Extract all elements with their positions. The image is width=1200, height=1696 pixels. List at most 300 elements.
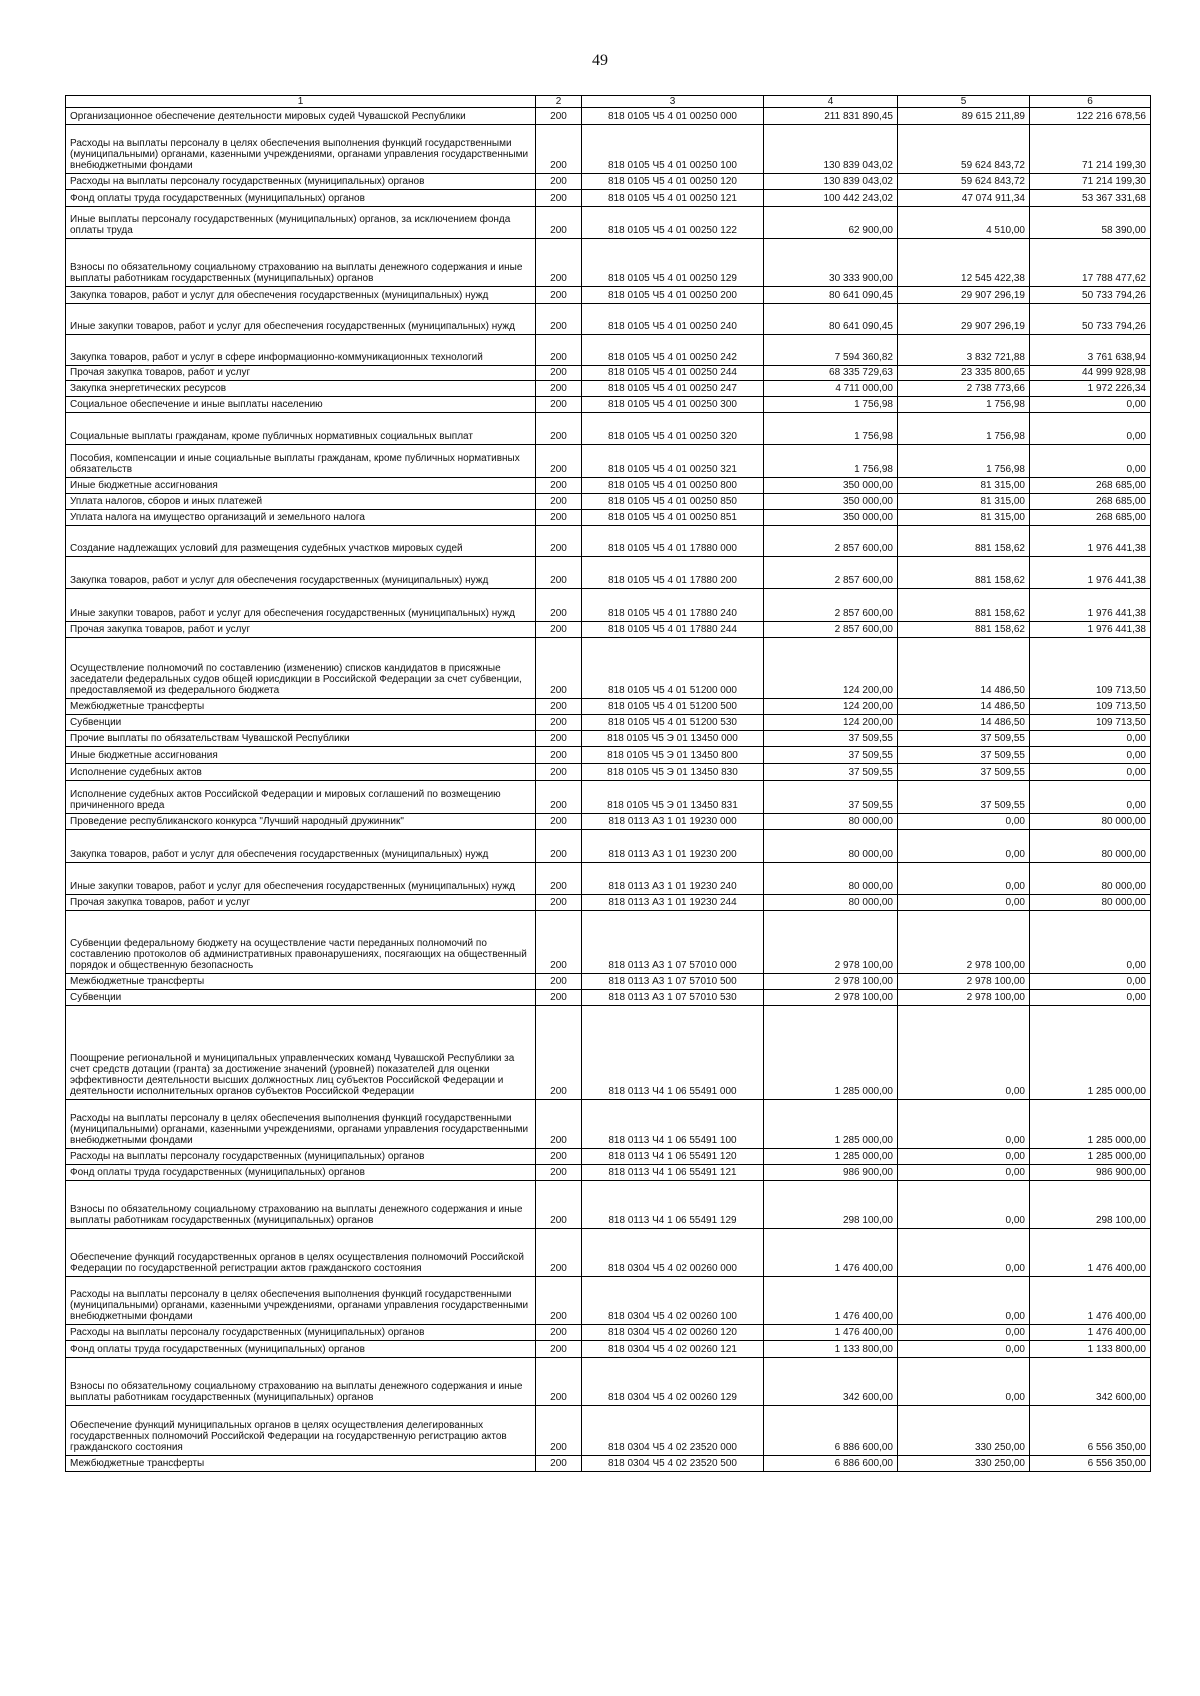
row-name: Субвенции (66, 990, 536, 1006)
table-row (66, 1341, 1151, 1358)
row-classification: 818 0113 А3 1 01 19230 000 (582, 814, 764, 830)
row-classification: 818 0304 Ч5 4 02 23520 500 (582, 1456, 764, 1472)
row-value-col5: 12 545 422,38 (898, 239, 1030, 287)
row-value-col5: 0,00 (898, 1165, 1030, 1181)
row-classification: 818 0105 Ч5 4 01 00250 320 (582, 413, 764, 445)
table-row (66, 239, 1151, 287)
table-row (66, 335, 1151, 366)
row-value-col5: 59 624 843,72 (898, 174, 1030, 190)
row-name: Социальные выплаты гражданам, кроме публичных нормативных социальных выплат (66, 413, 536, 445)
row-value-col4: 37 509,55 (764, 764, 898, 781)
row-name: Создание надлежащих условий для размещения судебных участков мировых судей (66, 526, 536, 557)
row-value-col6: 0,00 (1030, 911, 1151, 974)
row-name: Закупка товаров, работ и услуг в сфере информационно-коммуникационных технологий (66, 335, 536, 366)
row-classification: 818 0105 Ч5 4 01 51200 530 (582, 715, 764, 731)
row-code: 200 (536, 1358, 582, 1406)
row-value-col6: 1 476 400,00 (1030, 1277, 1151, 1325)
row-value-col6: 1 976 441,38 (1030, 589, 1151, 622)
row-classification: 818 0105 Ч5 4 01 00250 850 (582, 494, 764, 510)
row-name: Закупка энергетических ресурсов (66, 381, 536, 397)
table-row (66, 174, 1151, 190)
row-value-col4: 4 711 000,00 (764, 381, 898, 397)
row-classification: 818 0113 А3 1 07 57010 530 (582, 990, 764, 1006)
table-row (66, 589, 1151, 622)
row-value-col4: 1 133 800,00 (764, 1341, 898, 1358)
row-code: 200 (536, 287, 582, 304)
row-code: 200 (536, 445, 582, 478)
row-value-col4: 6 886 600,00 (764, 1406, 898, 1456)
row-value-col4: 2 978 100,00 (764, 990, 898, 1006)
row-value-col5: 881 158,62 (898, 557, 1030, 589)
row-value-col5: 14 486,50 (898, 715, 1030, 731)
row-value-col6: 109 713,50 (1030, 699, 1151, 715)
column-header: 4 (764, 96, 898, 108)
row-value-col4: 2 857 600,00 (764, 526, 898, 557)
table-row (66, 445, 1151, 478)
row-value-col6: 17 788 477,62 (1030, 239, 1151, 287)
table-row (66, 911, 1151, 974)
row-name: Организационное обеспечение деятельности мировых судей Чувашской Республики (66, 108, 536, 125)
table-row (66, 622, 1151, 638)
row-value-col5: 1 756,98 (898, 445, 1030, 478)
table-row (66, 1358, 1151, 1406)
row-value-col6: 0,00 (1030, 413, 1151, 445)
row-value-col6: 71 214 199,30 (1030, 174, 1151, 190)
row-value-col4: 80 000,00 (764, 895, 898, 911)
row-code: 200 (536, 494, 582, 510)
row-name: Иные закупки товаров, работ и услуг для обеспечения государственных (муниципальных) нужд (66, 863, 536, 895)
row-name: Прочие выплаты по обязательствам Чувашской Республики (66, 731, 536, 747)
table-row (66, 366, 1151, 381)
table-row (66, 108, 1151, 125)
row-classification: 818 0105 Ч5 4 01 00250 244 (582, 366, 764, 381)
row-value-col5: 1 756,98 (898, 397, 1030, 413)
row-value-col6: 1 133 800,00 (1030, 1341, 1151, 1358)
row-value-col6: 0,00 (1030, 990, 1151, 1006)
table-row (66, 1100, 1151, 1149)
table-row (66, 974, 1151, 990)
column-header: 2 (536, 96, 582, 108)
row-value-col6: 80 000,00 (1030, 895, 1151, 911)
row-classification: 818 0113 Ч4 1 06 55491 129 (582, 1181, 764, 1229)
row-name: Межбюджетные трансферты (66, 974, 536, 990)
row-classification: 818 0113 Ч4 1 06 55491 121 (582, 1165, 764, 1181)
row-code: 200 (536, 381, 582, 397)
row-name: Поощрение региональной и муниципальных управленческих команд Чувашской Республики за счет средств дотации (гранта) за достижение значений (уровней) показателей для оценки эффективности деятельности высших должностных лиц субъектов Российской Федерации и деятельности исполнительных органов субъектов Российской Федерации (66, 1006, 536, 1100)
table-body (66, 108, 1151, 1472)
row-value-col5: 0,00 (898, 830, 1030, 863)
row-value-col6: 122 216 678,56 (1030, 108, 1151, 125)
row-value-col5: 0,00 (898, 1149, 1030, 1165)
row-code: 200 (536, 557, 582, 589)
row-value-col6: 58 390,00 (1030, 207, 1151, 239)
row-name: Иные закупки товаров, работ и услуг для обеспечения государственных (муниципальных) нужд (66, 304, 536, 335)
row-classification: 818 0105 Ч5 4 01 51200 500 (582, 699, 764, 715)
row-value-col5: 881 158,62 (898, 589, 1030, 622)
row-value-col5: 0,00 (898, 1325, 1030, 1341)
row-value-col4: 2 978 100,00 (764, 974, 898, 990)
table-row (66, 207, 1151, 239)
page-number: 49 (592, 52, 608, 69)
table-row (66, 1325, 1151, 1341)
row-value-col6: 1 476 400,00 (1030, 1229, 1151, 1277)
budget-table (65, 95, 1151, 1472)
row-value-col6: 298 100,00 (1030, 1181, 1151, 1229)
row-name: Межбюджетные трансферты (66, 699, 536, 715)
row-code: 200 (536, 699, 582, 715)
row-value-col4: 100 442 243,02 (764, 190, 898, 207)
table-row (66, 764, 1151, 781)
row-value-col4: 2 857 600,00 (764, 622, 898, 638)
row-value-col5: 37 509,55 (898, 747, 1030, 764)
row-value-col5: 0,00 (898, 1341, 1030, 1358)
row-classification: 818 0105 Ч5 Э 01 13450 830 (582, 764, 764, 781)
row-code: 200 (536, 622, 582, 638)
row-classification: 818 0105 Ч5 4 01 00250 121 (582, 190, 764, 207)
row-name: Уплата налогов, сборов и иных платежей (66, 494, 536, 510)
row-name: Субвенции (66, 715, 536, 731)
row-value-col6: 1 976 441,38 (1030, 526, 1151, 557)
table-row (66, 381, 1151, 397)
row-name: Расходы на выплаты персоналу в целях обеспечения выполнения функций государственными (муниципальными) органами, казенными учреждениями, органами управления государственными внебюджетными фондами (66, 125, 536, 174)
row-code: 200 (536, 990, 582, 1006)
table-row (66, 1149, 1151, 1165)
row-value-col5: 14 486,50 (898, 638, 1030, 699)
row-value-col4: 986 900,00 (764, 1165, 898, 1181)
row-classification: 818 0105 Ч5 4 01 00250 100 (582, 125, 764, 174)
row-value-col6: 1 285 000,00 (1030, 1006, 1151, 1100)
row-name: Расходы на выплаты персоналу государственных (муниципальных) органов (66, 1325, 536, 1341)
row-value-col4: 2 857 600,00 (764, 589, 898, 622)
table-row (66, 287, 1151, 304)
row-value-col4: 1 756,98 (764, 413, 898, 445)
row-value-col5: 0,00 (898, 1100, 1030, 1149)
row-value-col4: 124 200,00 (764, 699, 898, 715)
row-value-col5: 330 250,00 (898, 1406, 1030, 1456)
row-classification: 818 0105 Ч5 Э 01 13450 800 (582, 747, 764, 764)
row-classification: 818 0105 Ч5 4 01 00250 240 (582, 304, 764, 335)
row-code: 200 (536, 1100, 582, 1149)
row-value-col6: 342 600,00 (1030, 1358, 1151, 1406)
row-value-col4: 2 857 600,00 (764, 557, 898, 589)
row-value-col5: 881 158,62 (898, 622, 1030, 638)
table-row (66, 526, 1151, 557)
table-row (66, 557, 1151, 589)
row-classification: 818 0105 Ч5 4 01 00250 120 (582, 174, 764, 190)
row-value-col6: 80 000,00 (1030, 863, 1151, 895)
row-value-col4: 1 476 400,00 (764, 1229, 898, 1277)
row-code: 200 (536, 335, 582, 366)
row-value-col4: 350 000,00 (764, 478, 898, 494)
row-value-col6: 0,00 (1030, 781, 1151, 814)
row-code: 200 (536, 190, 582, 207)
row-value-col6: 0,00 (1030, 764, 1151, 781)
row-value-col4: 37 509,55 (764, 731, 898, 747)
row-code: 200 (536, 1006, 582, 1100)
row-name: Межбюджетные трансферты (66, 1456, 536, 1472)
row-code: 200 (536, 478, 582, 494)
row-name: Взносы по обязательному социальному страхованию на выплаты денежного содержания и иные выплаты работникам государственных (муниципальных) органов (66, 1181, 536, 1229)
row-value-col5: 0,00 (898, 1358, 1030, 1406)
row-classification: 818 0105 Ч5 4 01 00250 200 (582, 287, 764, 304)
row-code: 200 (536, 1277, 582, 1325)
row-value-col5: 0,00 (898, 863, 1030, 895)
row-classification: 818 0105 Ч5 4 01 00250 247 (582, 381, 764, 397)
row-value-col5: 2 978 100,00 (898, 911, 1030, 974)
row-value-col6: 0,00 (1030, 397, 1151, 413)
row-classification: 818 0304 Ч5 4 02 23520 000 (582, 1406, 764, 1456)
row-value-col6: 0,00 (1030, 747, 1151, 764)
row-classification: 818 0304 Ч5 4 02 00260 000 (582, 1229, 764, 1277)
row-name: Фонд оплаты труда государственных (муниципальных) органов (66, 1165, 536, 1181)
row-name: Пособия, компенсации и иные социальные выплаты гражданам, кроме публичных нормативных обязательств (66, 445, 536, 478)
table-row (66, 1277, 1151, 1325)
row-name: Социальное обеспечение и иные выплаты населению (66, 397, 536, 413)
row-classification: 818 0113 А3 1 01 19230 240 (582, 863, 764, 895)
table-row (66, 731, 1151, 747)
row-value-col4: 350 000,00 (764, 510, 898, 526)
row-value-col5: 29 907 296,19 (898, 287, 1030, 304)
row-value-col5: 3 832 721,88 (898, 335, 1030, 366)
row-value-col6: 50 733 794,26 (1030, 304, 1151, 335)
row-classification: 818 0105 Ч5 4 01 00250 000 (582, 108, 764, 125)
row-value-col5: 47 074 911,34 (898, 190, 1030, 207)
row-value-col4: 124 200,00 (764, 638, 898, 699)
column-header: 5 (898, 96, 1030, 108)
column-header: 6 (1030, 96, 1151, 108)
table-row (66, 830, 1151, 863)
row-value-col6: 0,00 (1030, 445, 1151, 478)
row-classification: 818 0105 Ч5 4 01 17880 200 (582, 557, 764, 589)
row-value-col5: 81 315,00 (898, 478, 1030, 494)
row-code: 200 (536, 895, 582, 911)
table-row (66, 1229, 1151, 1277)
row-classification: 818 0304 Ч5 4 02 00260 129 (582, 1358, 764, 1406)
table-row (66, 781, 1151, 814)
table-row (66, 478, 1151, 494)
row-value-col5: 37 509,55 (898, 781, 1030, 814)
row-value-col4: 130 839 043,02 (764, 174, 898, 190)
row-name: Фонд оплаты труда государственных (муниципальных) органов (66, 190, 536, 207)
row-code: 200 (536, 731, 582, 747)
row-classification: 818 0304 Ч5 4 02 00260 121 (582, 1341, 764, 1358)
row-code: 200 (536, 510, 582, 526)
row-name: Закупка товаров, работ и услуг для обеспечения государственных (муниципальных) нужд (66, 830, 536, 863)
table-row (66, 1181, 1151, 1229)
row-value-col5: 81 315,00 (898, 494, 1030, 510)
row-value-col6: 71 214 199,30 (1030, 125, 1151, 174)
row-code: 200 (536, 589, 582, 622)
row-value-col6: 268 685,00 (1030, 510, 1151, 526)
row-value-col6: 44 999 928,98 (1030, 366, 1151, 381)
row-name: Прочая закупка товаров, работ и услуг (66, 895, 536, 911)
row-name: Фонд оплаты труда государственных (муниципальных) органов (66, 1341, 536, 1358)
row-value-col5: 1 756,98 (898, 413, 1030, 445)
table-row (66, 1406, 1151, 1456)
table-row (66, 747, 1151, 764)
row-value-col5: 330 250,00 (898, 1456, 1030, 1472)
row-name: Иные выплаты персоналу государственных (муниципальных) органов, за исключением фонда оплаты труда (66, 207, 536, 239)
row-name: Взносы по обязательному социальному страхованию на выплаты денежного содержания и иные выплаты работникам государственных (муниципальных) органов (66, 1358, 536, 1406)
row-value-col4: 1 756,98 (764, 397, 898, 413)
row-value-col6: 1 285 000,00 (1030, 1149, 1151, 1165)
row-code: 200 (536, 911, 582, 974)
row-classification: 818 0113 А3 1 01 19230 244 (582, 895, 764, 911)
row-code: 200 (536, 366, 582, 381)
row-value-col5: 0,00 (898, 814, 1030, 830)
row-value-col6: 1 972 226,34 (1030, 381, 1151, 397)
row-value-col6: 109 713,50 (1030, 638, 1151, 699)
row-value-col5: 29 907 296,19 (898, 304, 1030, 335)
row-code: 200 (536, 526, 582, 557)
row-value-col4: 37 509,55 (764, 781, 898, 814)
table-row (66, 494, 1151, 510)
row-value-col4: 30 333 900,00 (764, 239, 898, 287)
row-value-col6: 1 976 441,38 (1030, 557, 1151, 589)
row-value-col5: 0,00 (898, 895, 1030, 911)
row-code: 200 (536, 413, 582, 445)
row-classification: 818 0105 Ч5 4 01 00250 300 (582, 397, 764, 413)
row-value-col5: 37 509,55 (898, 731, 1030, 747)
row-value-col4: 124 200,00 (764, 715, 898, 731)
row-name: Расходы на выплаты персоналу государственных (муниципальных) органов (66, 174, 536, 190)
row-classification: 818 0113 А3 1 07 57010 500 (582, 974, 764, 990)
row-code: 200 (536, 1149, 582, 1165)
row-name: Обеспечение функций муниципальных органов в целях осуществления делегированных государственных полномочий Российской Федерации на государственную регистрацию актов гражданского состояния (66, 1406, 536, 1456)
row-name: Прочая закупка товаров, работ и услуг (66, 366, 536, 381)
row-classification: 818 0304 Ч5 4 02 00260 100 (582, 1277, 764, 1325)
row-code: 200 (536, 125, 582, 174)
row-classification: 818 0105 Ч5 4 01 00250 242 (582, 335, 764, 366)
row-code: 200 (536, 207, 582, 239)
table-row (66, 863, 1151, 895)
row-classification: 818 0113 Ч4 1 06 55491 100 (582, 1100, 764, 1149)
row-value-col4: 1 756,98 (764, 445, 898, 478)
row-name: Расходы на выплаты персоналу в целях обеспечения выполнения функций государственными (муниципальными) органами, казенными учреждениями, органами управления государственными внебюджетными фондами (66, 1277, 536, 1325)
table-row (66, 190, 1151, 207)
row-value-col6: 109 713,50 (1030, 715, 1151, 731)
row-value-col6: 3 761 638,94 (1030, 335, 1151, 366)
row-value-col4: 298 100,00 (764, 1181, 898, 1229)
row-value-col6: 80 000,00 (1030, 830, 1151, 863)
table-row (66, 1165, 1151, 1181)
row-name: Исполнение судебных актов Российской Федерации и мировых соглашений по возмещению причиненного вреда (66, 781, 536, 814)
table-row (66, 1456, 1151, 1472)
row-value-col4: 1 285 000,00 (764, 1149, 898, 1165)
row-value-col5: 59 624 843,72 (898, 125, 1030, 174)
table-row (66, 1006, 1151, 1100)
row-value-col5: 881 158,62 (898, 526, 1030, 557)
row-value-col4: 80 641 090,45 (764, 304, 898, 335)
row-value-col5: 81 315,00 (898, 510, 1030, 526)
row-code: 200 (536, 863, 582, 895)
row-value-col6: 1 285 000,00 (1030, 1100, 1151, 1149)
row-name: Иные закупки товаров, работ и услуг для обеспечения государственных (муниципальных) нужд (66, 589, 536, 622)
row-value-col5: 14 486,50 (898, 699, 1030, 715)
table-row (66, 125, 1151, 174)
table-row (66, 510, 1151, 526)
row-value-col4: 350 000,00 (764, 494, 898, 510)
table-row (66, 397, 1151, 413)
row-code: 200 (536, 174, 582, 190)
row-classification: 818 0113 А3 1 01 19230 200 (582, 830, 764, 863)
row-code: 200 (536, 1181, 582, 1229)
table-row (66, 814, 1151, 830)
row-code: 200 (536, 830, 582, 863)
row-code: 200 (536, 764, 582, 781)
row-name: Субвенции федеральному бюджету на осуществление части переданных полномочий по составлению протоколов об административных правонарушениях, посягающих на общественный порядок и общественную безопасность (66, 911, 536, 974)
row-name: Закупка товаров, работ и услуг для обеспечения государственных (муниципальных) нужд (66, 287, 536, 304)
row-value-col5: 23 335 800,65 (898, 366, 1030, 381)
row-value-col5: 2 978 100,00 (898, 974, 1030, 990)
row-value-col6: 50 733 794,26 (1030, 287, 1151, 304)
row-value-col5: 89 615 211,89 (898, 108, 1030, 125)
row-value-col4: 342 600,00 (764, 1358, 898, 1406)
row-value-col6: 0,00 (1030, 974, 1151, 990)
row-value-col4: 68 335 729,63 (764, 366, 898, 381)
row-name: Прочая закупка товаров, работ и услуг (66, 622, 536, 638)
row-code: 200 (536, 747, 582, 764)
row-code: 200 (536, 1165, 582, 1181)
row-classification: 818 0105 Ч5 4 01 00250 129 (582, 239, 764, 287)
table-row (66, 699, 1151, 715)
row-value-col6: 1 476 400,00 (1030, 1325, 1151, 1341)
row-code: 200 (536, 781, 582, 814)
row-classification: 818 0113 А3 1 07 57010 000 (582, 911, 764, 974)
table-row (66, 413, 1151, 445)
row-value-col4: 1 285 000,00 (764, 1006, 898, 1100)
row-value-col4: 80 641 090,45 (764, 287, 898, 304)
table-row (66, 895, 1151, 911)
row-code: 200 (536, 715, 582, 731)
row-classification: 818 0105 Ч5 4 01 17880 244 (582, 622, 764, 638)
row-value-col4: 1 476 400,00 (764, 1277, 898, 1325)
row-code: 200 (536, 397, 582, 413)
row-classification: 818 0113 Ч4 1 06 55491 000 (582, 1006, 764, 1100)
row-value-col4: 62 900,00 (764, 207, 898, 239)
row-classification: 818 0105 Ч5 4 01 51200 000 (582, 638, 764, 699)
row-code: 200 (536, 1341, 582, 1358)
row-code: 200 (536, 1406, 582, 1456)
row-code: 200 (536, 304, 582, 335)
row-value-col5: 37 509,55 (898, 764, 1030, 781)
row-name: Иные бюджетные ассигнования (66, 747, 536, 764)
row-value-col5: 0,00 (898, 1277, 1030, 1325)
row-code: 200 (536, 1325, 582, 1341)
row-value-col4: 80 000,00 (764, 814, 898, 830)
row-value-col6: 268 685,00 (1030, 494, 1151, 510)
row-value-col6: 6 556 350,00 (1030, 1406, 1151, 1456)
row-name: Расходы на выплаты персоналу в целях обеспечения выполнения функций государственными (муниципальными) органами, казенными учреждениями, органами управления государственными внебюджетными фондами (66, 1100, 536, 1149)
row-value-col4: 1 285 000,00 (764, 1100, 898, 1149)
row-value-col6: 0,00 (1030, 731, 1151, 747)
row-name: Закупка товаров, работ и услуг для обеспечения государственных (муниципальных) нужд (66, 557, 536, 589)
row-classification: 818 0105 Ч5 4 01 00250 321 (582, 445, 764, 478)
table-header-row (66, 96, 1151, 108)
row-name: Расходы на выплаты персоналу государственных (муниципальных) органов (66, 1149, 536, 1165)
row-name: Иные бюджетные ассигнования (66, 478, 536, 494)
table-row (66, 304, 1151, 335)
table-row (66, 638, 1151, 699)
table-row (66, 990, 1151, 1006)
row-value-col6: 80 000,00 (1030, 814, 1151, 830)
row-classification: 818 0105 Ч5 4 01 00250 122 (582, 207, 764, 239)
row-classification: 818 0113 Ч4 1 06 55491 120 (582, 1149, 764, 1165)
row-value-col6: 268 685,00 (1030, 478, 1151, 494)
row-value-col4: 1 476 400,00 (764, 1325, 898, 1341)
row-name: Взносы по обязательному социальному страхованию на выплаты денежного содержания и иные выплаты работникам государственных (муниципальных) органов (66, 239, 536, 287)
row-classification: 818 0105 Ч5 4 01 00250 851 (582, 510, 764, 526)
